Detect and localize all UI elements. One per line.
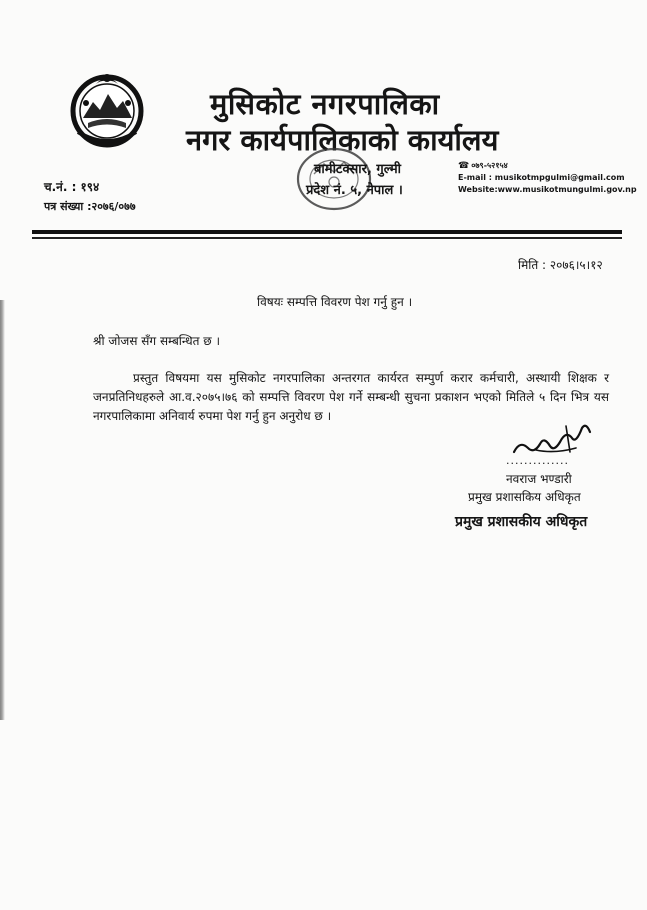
letter-number: पत्र संख्या :२०७६/०७७: [44, 200, 136, 213]
header-divider-thick: [32, 230, 622, 234]
letter-body: प्रस्तुत विषयमा यस मुसिकोट नगरपालिका अन्तरगत कार्यरत सम्पुर्ण करार कर्मचारी, अस्थायी शिक्षक र जनप्रतिनिधहरुले आ.व.२०७५।७६ को सम्पत्ति विवरण पेश गर्ने सम्बन्धी सुचना प्रकाशन भएको मितिले ५ दिन भित्र यस नगरपालिकामा अनिवार्य रुपमा पेश गर्नु हुन अनुरोध छ ।: [93, 371, 609, 423]
header-divider-thin: [32, 237, 622, 239]
signature-line: ..............: [506, 454, 569, 467]
letter-recipient: श्री जोजस सँग सम्बन्धित छ ।: [93, 334, 221, 348]
signatory-name: नवराज भण्डारी: [506, 472, 572, 486]
signatory-title-stamp: प्रमुख प्रशासकीय अधिकृत: [455, 514, 588, 530]
website-row: [458, 184, 637, 196]
address-line-1: बामीटक्सार, गुल्मी: [314, 162, 401, 177]
office-title: नगर कार्यपालिकाको कार्यालय: [186, 123, 499, 157]
website-link[interactable]: www.musikotmungulmi.gov.np: [497, 185, 637, 194]
scan-edge-shadow: [0, 300, 5, 720]
phone-number: ०७९-५२१५४: [471, 161, 508, 170]
phone-row: [458, 160, 637, 172]
contact-block: [458, 160, 637, 196]
address-line-2: प्रदेश नं. ५, नेपाल ।: [306, 183, 403, 198]
signatory-title: प्रमुख प्रशासकिय अधिकृत: [468, 490, 581, 504]
nepal-emblem-logo: [66, 68, 148, 150]
dispatch-number: च.नं. : १९४: [44, 180, 100, 194]
letter-date: मिति : २०७६।५।१२: [518, 258, 603, 272]
municipality-title: मुसिकोट नगरपालिका: [210, 87, 440, 121]
email-label: E-mail :: [458, 173, 492, 182]
letter-subject: विषयः सम्पत्ति विवरण पेश गर्नु हुन ।: [257, 295, 413, 309]
office-seal-stamp: [292, 144, 376, 214]
email-row: [458, 172, 637, 184]
website-label: Website:: [458, 185, 498, 194]
telephone-icon: ☎: [458, 161, 470, 171]
email-address[interactable]: musikotmpgulmi@gmail.com: [494, 173, 625, 182]
